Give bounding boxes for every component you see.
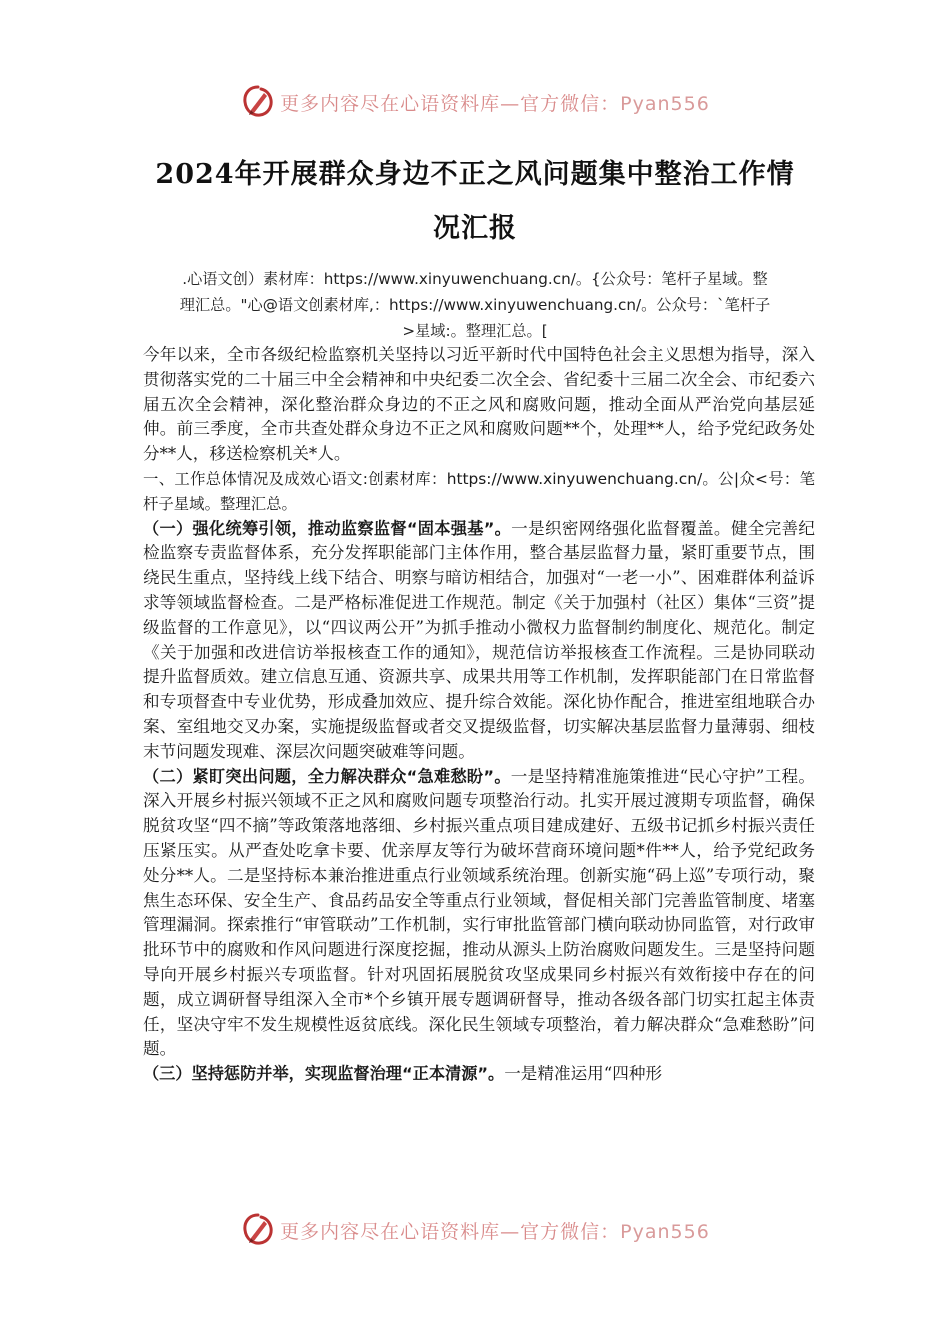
paragraph-1 — [143, 517, 815, 765]
document-body — [143, 343, 815, 1087]
paragraph-2-text: 一是坚持精准施策推进“民心守护”工程。深入开展乡村振兴领域不正之风和腐败问题专项整治行动。扎实开展过渡期专项监督，确保脱贫攻坚“四不摘”等政策落地落细、乡村振兴重点项目建成建好、五级书记抓乡村振兴责任压紧压实。从严查处吃拿卡要、优亲厚友等行为破坏营商环境问题*件**人，给予党纪政务处分**人。二是坚持标本兼治推进重点行业领域系统治理。创新实施“码上巡”专项行动，聚焦生态环保、安全生产、食品药品安全等重点行业领域，督促相关部门完善监管制度、堵塞管理漏洞。探索推行“审管联动”工作机制，实行审批监管部门横向联动协同监管，对行政审批环节中的腐败和作风问题进行深度挖掘，推动从源头上防治腐败问题发生。三是坚持问题导向开展乡村振兴专项监督。针对巩固拓展脱贫攻坚成果同乡村振兴有效衔接中存在的问题，成立调研督导组深入全市*个乡镇开展专题调研督导，推动各级各部门切实扛起主体责任，坚决守牢不发生规模性返贫底线。深化民生领域专项整治，着力解决群众“急难愁盼”问题。 — [143, 766, 816, 1059]
document-title — [120, 148, 830, 256]
banner-wechat-id: Pyan556 — [620, 1220, 710, 1243]
paragraph-3-text: 一是精准运用“四种形 — [504, 1064, 663, 1084]
paragraph-2-lead: （二）紧盯突出问题，全力解决群众“急难愁盼”。 — [143, 766, 511, 786]
pen-logo-icon — [240, 84, 276, 120]
banner-text — [280, 1217, 710, 1244]
watermark-line-1: .心语文创）素材库：https://www.xinyuwenchuang.cn/。{公众号：笔杆子星域。整 — [182, 270, 768, 288]
paragraph-3 — [143, 1062, 815, 1087]
pen-logo-icon — [240, 1212, 276, 1248]
banner-wechat-id: Pyan556 — [620, 92, 710, 115]
footer-banner — [0, 1208, 950, 1252]
title-line-2: 况汇报 — [433, 213, 517, 244]
paragraph-1-text: 一是织密网络强化监督覆盖。健全完善纪检监察专责监督体系，充分发挥职能部门主体作用，整合基层监督力量，紧盯重要节点，围绕民生重点，坚持线上线下结合、明察与暗访相结合，加强对“一老一小”、困难群体利益诉求等领域监督检查。二是严格标准促进工作规范。制定《关于加强村（社区）集体“三资”提级监督的工作意见》，以“四议两公开”为抓手推动小微权力监督制约制度化、规范化。制定《关于加强和改进信访举报核查工作的通知》，规范信访举报核查工作流程。三是协同联动提升监督质效。建立信息互通、资源共享、成果共用等工作机制，发挥职能部门在日常监督和专项督查中专业优势，形成叠加效应、提升综合效能。深化协作配合，推进室组地联合办案、室组地交叉办案，实施提级监督或者交叉提级监督，切实解决基层监督力量薄弱、细枝末节问题发现难、深层次问题突破难等问题。 — [143, 518, 815, 761]
banner-slogan: 更多内容尽在心语资料库—官方微信： — [280, 1220, 621, 1243]
header-banner — [0, 80, 950, 124]
paragraph-2 — [143, 765, 815, 1063]
watermark-line-3: >星域:。整理汇总。[ — [402, 322, 548, 340]
watermark-line-2: 理汇总。"心@语文创素材库,：https://www.xinyuwenchuang.cn/。公众号：`笔杆子 — [179, 296, 771, 314]
banner-text — [280, 89, 710, 116]
title-line-1: 2024年开展群众身边不正之风问题集中整治工作情 — [155, 159, 795, 190]
source-watermark-note — [140, 266, 810, 344]
banner-slogan: 更多内容尽在心语资料库—官方微信： — [280, 92, 621, 115]
paragraph-3-lead: （三）坚持惩防并举，实现监督治理“正本清源”。 — [143, 1064, 505, 1084]
intro-paragraph: 今年以来，全市各级纪检监察机关坚持以习近平新时代中国特色社会主义思想为指导，深入贯彻落实党的二十届三中全会精神和中央纪委二次全会、省纪委十三届二次全会、市纪委六届五次全会精神，深化整治群众身边的不正之风和腐败问题，推动全面从严治党向基层延伸。前三季度，全市共查处群众身边不正之风和腐败问题**个，处理**人，给予党纪政务处分**人，移送检察机关*人。 — [143, 345, 815, 464]
paragraph-1-lead: （一）强化统筹引领，推动监察监督“固本强基”。 — [143, 518, 512, 538]
section-heading-1: 一、工作总体情况及成效心语文:创素材库：https://www.xinyuwenchuang.cn/。公|众<号：笔杆子星域。整理汇总。 — [143, 469, 815, 513]
